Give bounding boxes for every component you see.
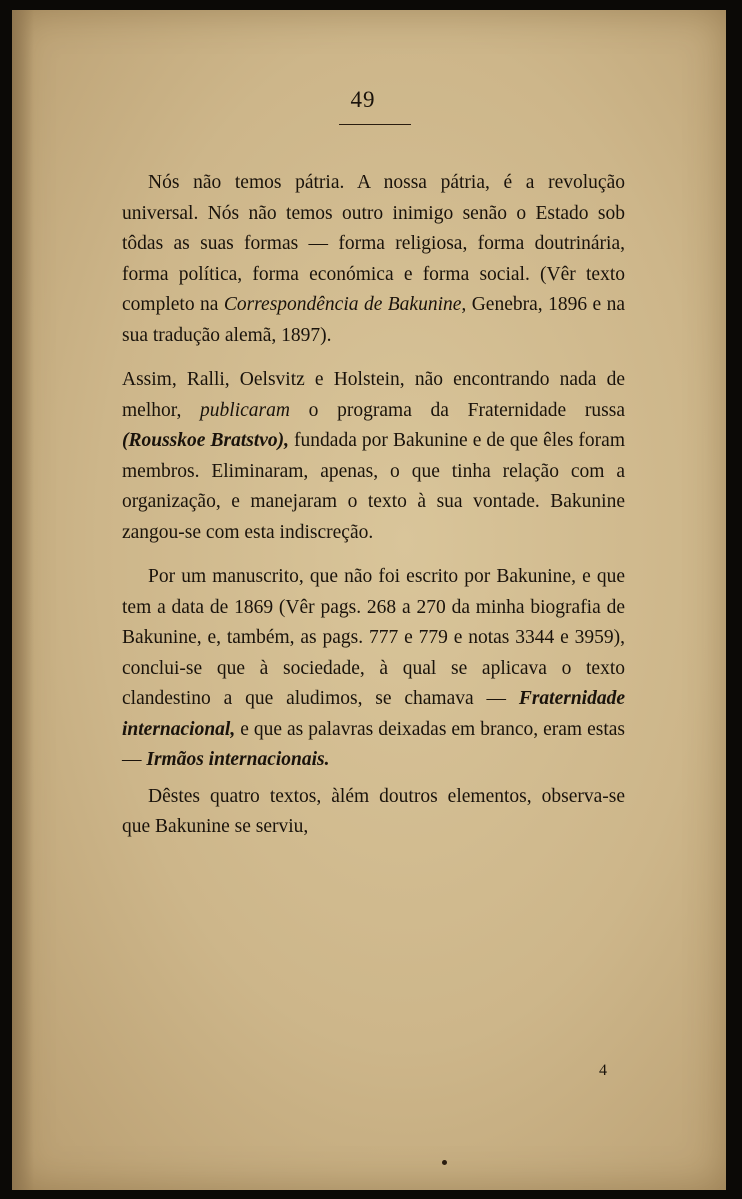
text-run: Dêstes quatro textos, àlém doutros elementos, observa-se que Bakunine se serviu, [122,785,625,837]
text-run: Correspondência de Bakunine, [223,294,467,315]
text-run: Irmãos internacionais. [146,749,330,770]
paragraph-4 [122,782,625,843]
text-run: Nós não temos pátria. A nossa pátria, é a revolução universal. Nós não temos outro inimigo senão o Estado sob tôdas as suas formas — forma religiosa, forma doutrinária, forma política, forma económica e forma social. (Vêr texto completo na [122,172,625,315]
paragraph-1 [122,168,625,351]
page-gutter [12,10,34,1190]
page-number: 49 [350,87,376,112]
header-rule [339,124,411,125]
signature-mark: 4 [599,1062,607,1079]
book-page [12,10,726,1190]
text-run: Fraternidade internacional, [122,688,625,740]
paragraph-2 [122,365,625,548]
text-run: o programa da Fraternidade russa [289,399,625,421]
text-run: Assim, Ralli, Oelsvitz e Holstein, não encontrando nada de melhor, [122,369,625,421]
text-run: (Rousskoe Bratstvo), [122,430,290,451]
ink-speck [442,1160,447,1165]
text-run: Genebra, 1896 e na sua tradução alemã, 1897). [122,294,625,346]
paragraph-3 [122,562,625,776]
body-text [122,168,625,843]
text-run: e que as palavras deixadas em branco, eram estas — [122,718,625,770]
text-run: Por um manuscrito, que não foi escrito por Bakunine, e que tem a data de 1869 (Vêr pags. 268 a 270 da minha biografia de Bakunine, e, também, as pags. 777 e 779 e notas 3344 e 3959), conclui-se que à sociedade, à qual se aplicava o texto clandestino a que aludimos, se chamava — [122,566,625,709]
text-run: publicaram [200,399,290,421]
text-run: fundada por Bakunine e de que êles foram membros. Eliminaram, apenas, o que tinha relação com a organização, e manejaram o texto à sua vontade. Bakunine zangou-se com esta indiscreção. [122,430,625,543]
